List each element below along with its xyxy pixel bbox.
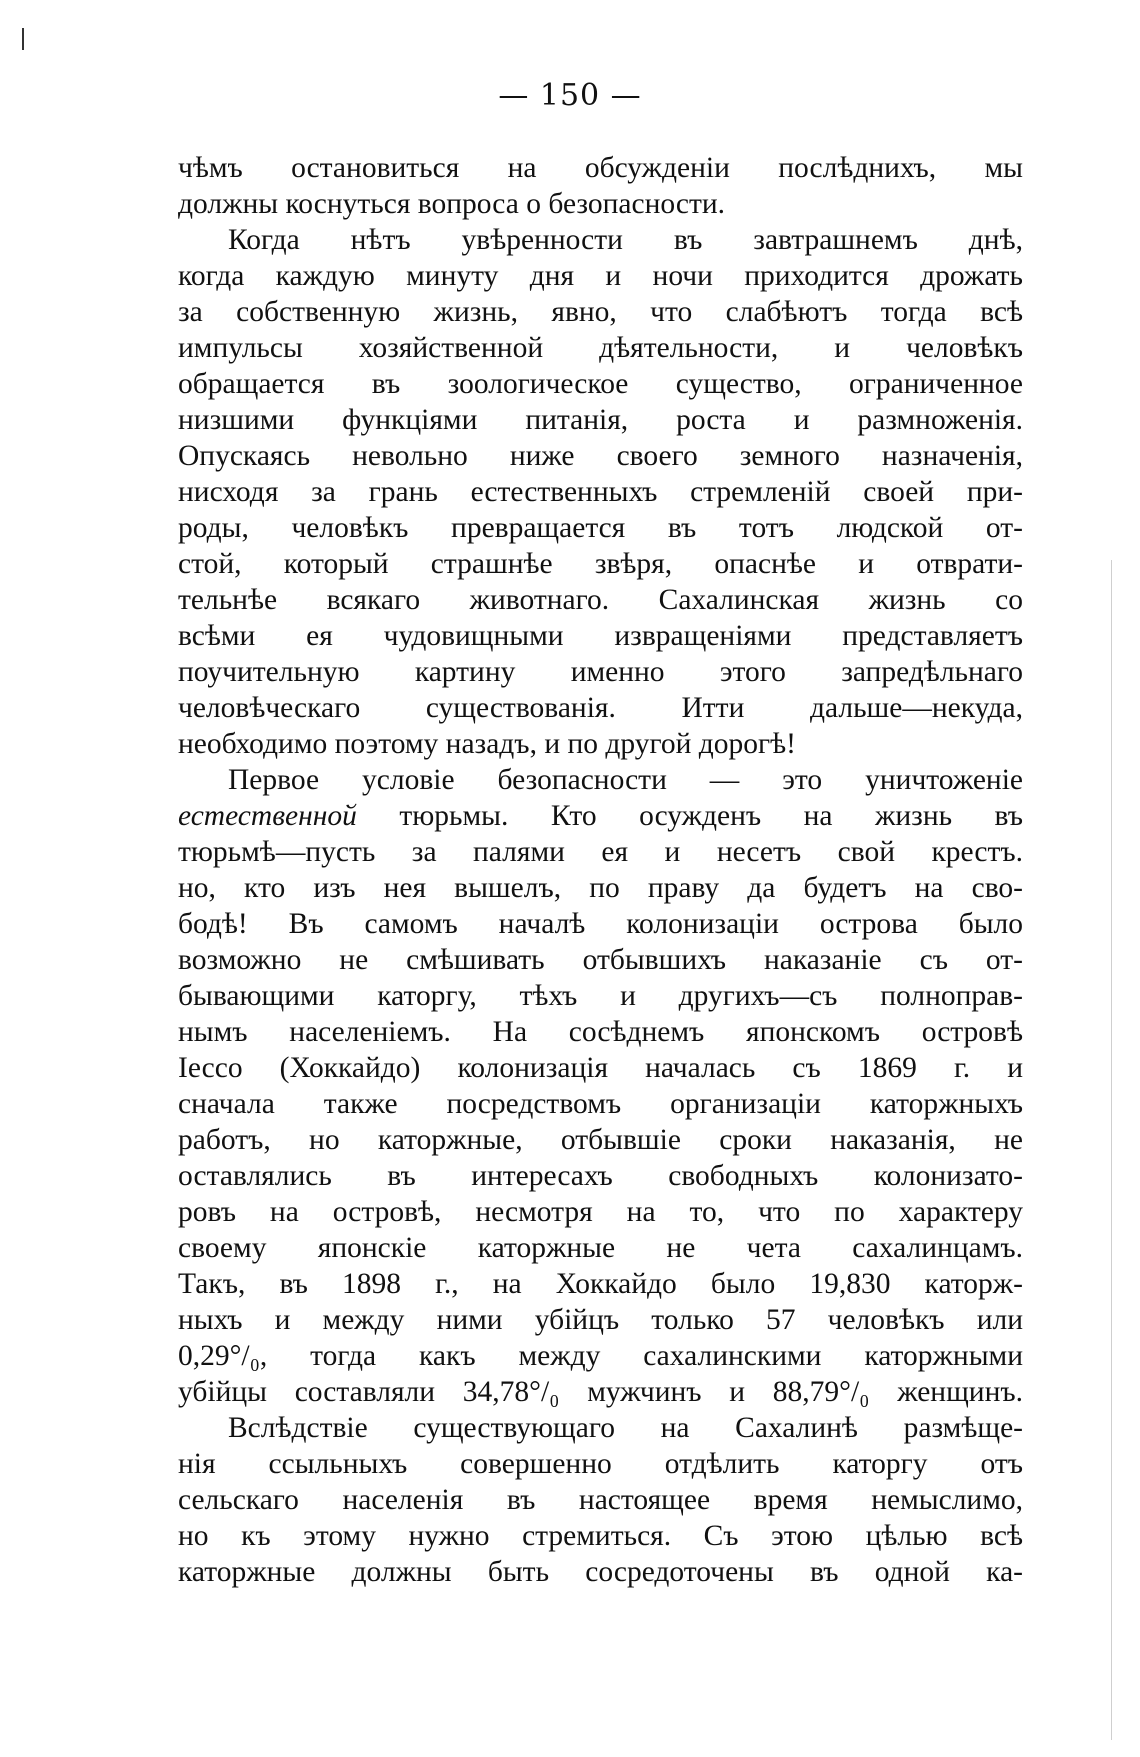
text-line: убійцы составляли 34,78°/₀ мужчинъ и 88,79°/₀ женщинъ. [178,1376,1023,1408]
text-line: Первое условіе безопасности — это уничтоженіе [228,764,1023,796]
text-line: бодѣ! Въ самомъ началѣ колонизаціи острова было [178,908,1023,940]
text-line: оставлялись въ интересахъ свободныхъ колонизато- [178,1160,1023,1192]
text-line: Такъ, въ 1898 г., на Хоккайдо было 19,830 каторж- [178,1268,1023,1300]
text-line: импульсы хозяйственной дѣятельности, и человѣкъ [178,332,1023,364]
paragraph [178,762,1023,1410]
text-line: должны коснуться вопроса о безопасности. [178,188,726,220]
text-line: сначала также посредствомъ организаціи каторжныхъ [178,1088,1023,1120]
text-line: возможно не смѣшивать отбывшихъ наказаніе съ от- [178,944,1023,976]
text-line: за собственную жизнь, явно, что слабѣютъ тогда всѣ [178,296,1023,328]
text-line: бывающими каторгу, тѣхъ и другихъ—съ полноправ- [178,980,1023,1012]
text-line: роды, человѣкъ превращается въ тотъ людской от- [178,512,1023,544]
text-line: ныхъ и между ними убійцъ только 57 человѣкъ или [178,1304,1023,1336]
text-line: сельскаго населенія въ настоящее время немыслимо, [178,1484,1023,1516]
text-line: каторжные должны быть сосредоточены въ одной ка- [178,1556,1023,1588]
text-line: Опускаясь невольно ниже своего земного назначенія, [178,440,1023,472]
text-line: но, кто изъ нея вышелъ, по праву да будетъ на сво- [178,872,1023,904]
text-line: стой, который страшнѣе звѣря, опаснѣе и отврати- [178,548,1023,580]
paragraph [178,150,1023,222]
text-line: работъ, но каторжные, отбывшіе сроки наказанія, не [178,1124,1023,1156]
text-line: нисходя за грань естественныхъ стремленій своей при- [178,476,1023,508]
page-number: — 150 — [498,78,642,113]
page-body-text [178,150,1023,1590]
text-fragment: тюрьмы. Кто осужденъ на жизнь въ [356,800,1023,832]
text-line: поучительную картину именно этого запредѣльнаго [178,656,1023,688]
italic-word: естественной [178,800,357,832]
text-line: низшими функціями питанія, роста и размноженія. [178,404,1023,436]
text-line [178,798,1023,834]
scan-edge-mark [22,28,24,50]
text-line: 0,29°/₀, тогда какъ между сахалинскими каторжными [178,1340,1023,1372]
text-line: всѣми ея чудовищными извращеніями представляетъ [178,620,1023,652]
text-line: нымъ населеніемъ. На сосѣднемъ японскомъ островѣ [178,1016,1023,1048]
text-line: своему японскіе каторжные не чета сахалинцамъ. [178,1232,1023,1264]
text-line: тельнѣе всякаго животнаго. Сахалинская жизнь со [178,584,1023,616]
text-line: Вслѣдствіе существующаго на Сахалинѣ размѣще- [228,1412,1023,1444]
text-line: необходимо поэтому назадъ, и по другой дорогѣ! [178,728,796,760]
text-line: Іессо (Хоккайдо) колонизація началась съ 1869 г. и [178,1052,1023,1084]
text-line: человѣческаго существованія. Итти дальше—некуда, [178,692,1023,724]
text-line: чѣмъ остановиться на обсужденіи послѣднихъ, мы [178,152,1023,184]
paragraph [178,222,1023,762]
text-line: ровъ на островѣ, несмотря на то, что по характеру [178,1196,1023,1228]
text-line: тюрьмѣ—пусть за палями ея и несетъ свой крестъ. [178,836,1023,868]
page-right-edge [1111,560,1112,1740]
text-line: нія ссыльныхъ совершенно отдѣлить каторгу отъ [178,1448,1023,1480]
text-line: когда каждую минуту дня и ночи приходится дрожать [178,260,1023,292]
text-line: обращается въ зоологическое существо, ограниченное [178,368,1023,400]
text-line: но къ этому нужно стремиться. Съ этою цѣлью всѣ [178,1520,1023,1552]
paragraph [178,1410,1023,1590]
text-line: Когда нѣтъ увѣренности въ завтрашнемъ днѣ, [228,224,1023,256]
